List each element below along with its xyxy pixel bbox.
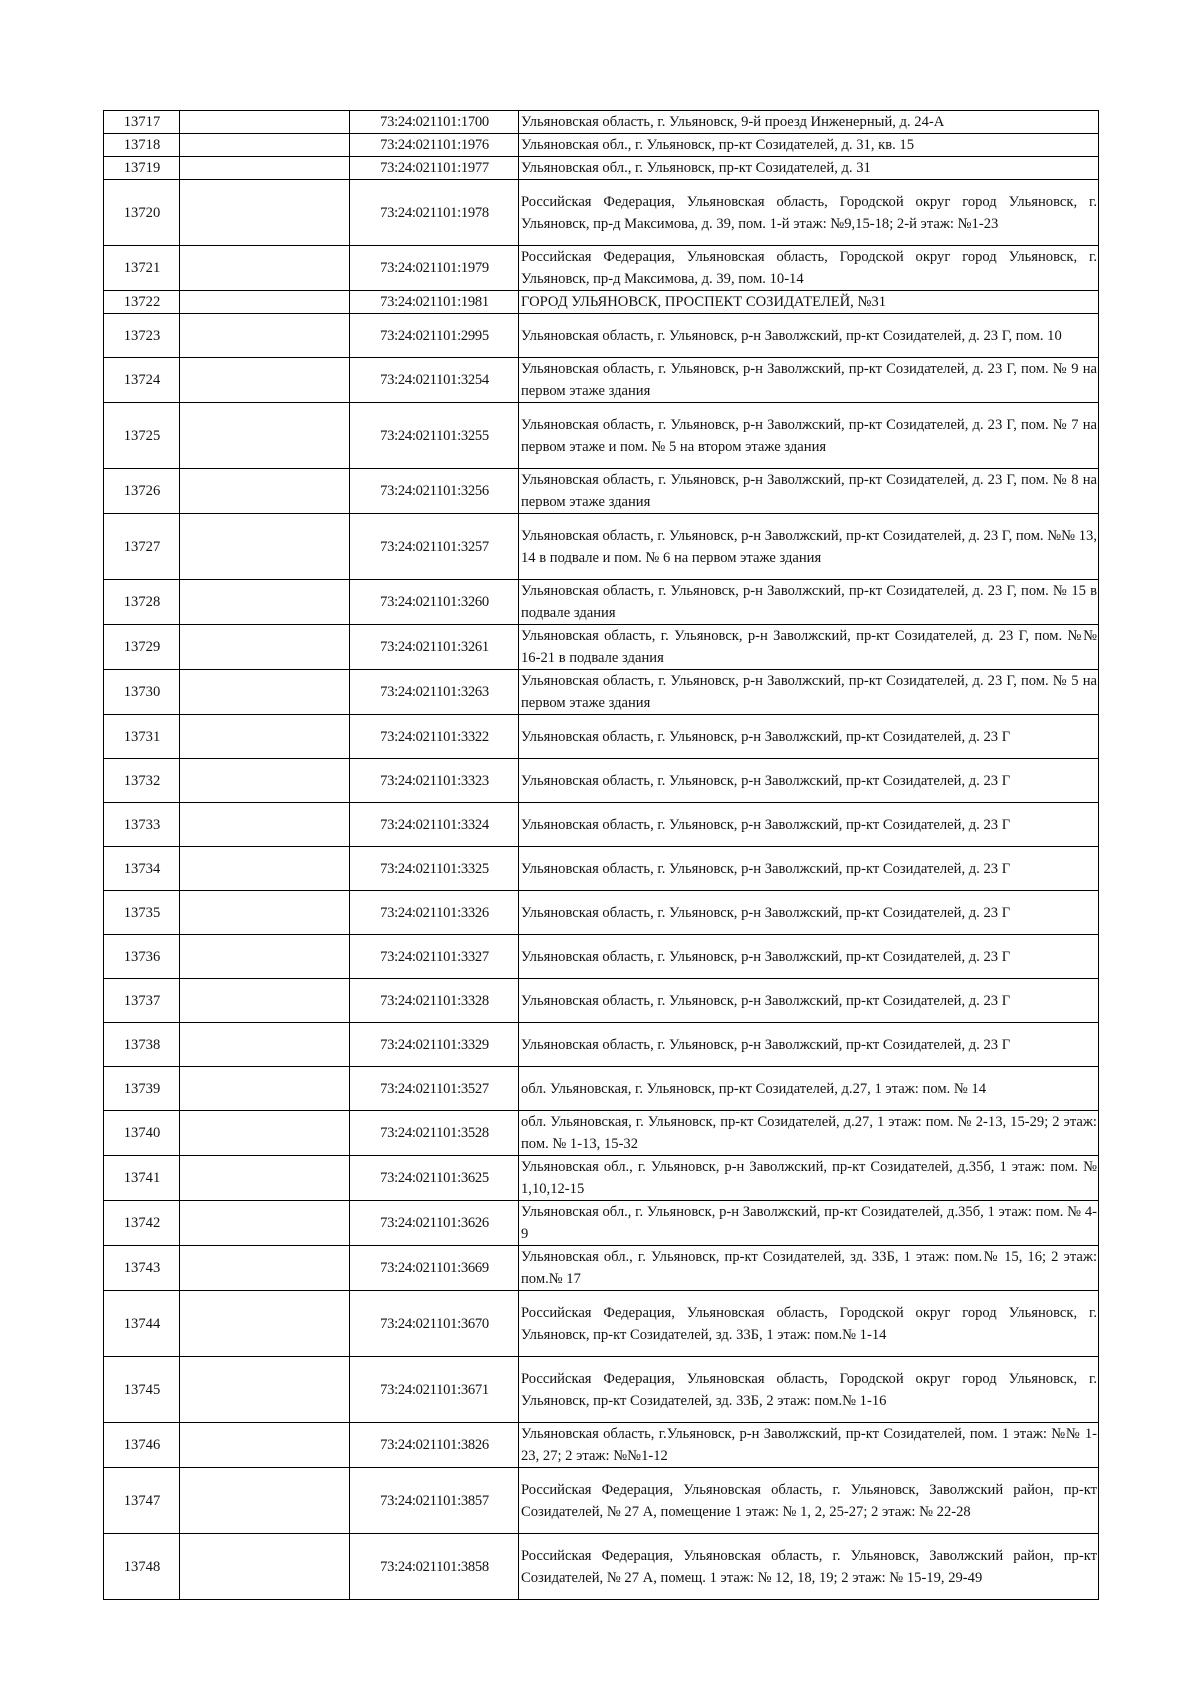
cadastral-number-cell: 73:24:021101:3327 <box>350 935 519 979</box>
row-number-cell: 13741 <box>104 1156 180 1201</box>
address-cell: Ульяновская область, г. Ульяновск, р-н Заволжский, пр-кт Созидателей, д. 23 Г <box>519 803 1099 847</box>
address-cell: Российская Федерация, Ульяновская область, г. Ульяновск, Заволжский район, пр-кт Созидателей, № 27 А, помещение 1 этаж: № 1, 2, 25-27; 2 этаж: № 22-28 <box>519 1468 1099 1534</box>
row-number-cell: 13722 <box>104 291 180 314</box>
cadastral-number-cell: 73:24:021101:1700 <box>350 111 519 134</box>
table-row <box>104 111 1099 134</box>
table-row <box>104 759 1099 803</box>
table-row <box>104 1468 1099 1534</box>
table-row <box>104 1067 1099 1111</box>
row-number-cell: 13732 <box>104 759 180 803</box>
empty-cell <box>180 1067 350 1111</box>
cadastral-number-cell: 73:24:021101:2995 <box>350 314 519 358</box>
address-cell: Российская Федерация, Ульяновская область, Городской округ город Ульяновск, г. Ульяновск, пр-д Максимова, д. 39, пом. 10-14 <box>519 246 1099 291</box>
row-number-cell: 13736 <box>104 935 180 979</box>
table-row <box>104 891 1099 935</box>
row-number-cell: 13740 <box>104 1111 180 1156</box>
address-cell: обл. Ульяновская, г. Ульяновск, пр-кт Созидателей, д.27, 1 этаж: пом. № 14 <box>519 1067 1099 1111</box>
empty-cell <box>180 1534 350 1600</box>
table-row <box>104 580 1099 625</box>
cadastral-number-cell: 73:24:021101:3858 <box>350 1534 519 1600</box>
table-row <box>104 979 1099 1023</box>
row-number-cell: 13735 <box>104 891 180 935</box>
table-row <box>104 514 1099 580</box>
address-cell: Ульяновская обл., г. Ульяновск, пр-кт Созидателей, д. 31 <box>519 157 1099 180</box>
table-row <box>104 1246 1099 1291</box>
table-row <box>104 157 1099 180</box>
table-row <box>104 1534 1099 1600</box>
address-cell: Ульяновская область, г. Ульяновск, р-н Заволжский, пр-кт Созидателей, д. 23 Г, пом. № 8 на первом этаже здания <box>519 469 1099 514</box>
row-number-cell: 13733 <box>104 803 180 847</box>
table-row <box>104 134 1099 157</box>
cadastral-number-cell: 73:24:021101:3857 <box>350 1468 519 1534</box>
cadastral-number-cell: 73:24:021101:3325 <box>350 847 519 891</box>
cadastral-number-cell: 73:24:021101:3671 <box>350 1357 519 1423</box>
registry-table-body <box>104 111 1099 1600</box>
cadastral-number-cell: 73:24:021101:3255 <box>350 403 519 469</box>
empty-cell <box>180 1246 350 1291</box>
row-number-cell: 13729 <box>104 625 180 670</box>
address-cell: Ульяновская область, г. Ульяновск, р-н Заволжский, пр-кт Созидателей, д. 23 Г, пом. № 9 на первом этаже здания <box>519 358 1099 403</box>
row-number-cell: 13734 <box>104 847 180 891</box>
address-cell: Ульяновская область, г. Ульяновск, р-н Заволжский, пр-кт Созидателей, д. 23 Г, пом. № 15 в подвале здания <box>519 580 1099 625</box>
address-cell: Ульяновская область, г. Ульяновск, р-н Заволжский, пр-кт Созидателей, д. 23 Г <box>519 891 1099 935</box>
empty-cell <box>180 1291 350 1357</box>
table-row <box>104 1111 1099 1156</box>
row-number-cell: 13723 <box>104 314 180 358</box>
row-number-cell: 13742 <box>104 1201 180 1246</box>
cadastral-number-cell: 73:24:021101:1979 <box>350 246 519 291</box>
row-number-cell: 13726 <box>104 469 180 514</box>
row-number-cell: 13720 <box>104 180 180 246</box>
empty-cell <box>180 514 350 580</box>
address-cell: Российская Федерация, Ульяновская область, г. Ульяновск, Заволжский район, пр-кт Созидателей, № 27 А, помещ. 1 этаж: № 12, 18, 19; 2 этаж: № 15-19, 29-49 <box>519 1534 1099 1600</box>
table-row <box>104 469 1099 514</box>
empty-cell <box>180 1023 350 1067</box>
empty-cell <box>180 469 350 514</box>
table-row <box>104 1156 1099 1201</box>
row-number-cell: 13731 <box>104 715 180 759</box>
empty-cell <box>180 111 350 134</box>
empty-cell <box>180 180 350 246</box>
cadastral-number-cell: 73:24:021101:1981 <box>350 291 519 314</box>
address-cell: Ульяновская область, г. Ульяновск, р-н Заволжский, пр-кт Созидателей, д. 23 Г, пом. №№ 16-21 в подвале здания <box>519 625 1099 670</box>
cadastral-number-cell: 73:24:021101:3528 <box>350 1111 519 1156</box>
empty-cell <box>180 580 350 625</box>
address-cell: Ульяновская область, г. Ульяновск, р-н Заволжский, пр-кт Созидателей, д. 23 Г, пом. № 5 на первом этаже здания <box>519 670 1099 715</box>
row-number-cell: 13746 <box>104 1423 180 1468</box>
row-number-cell: 13747 <box>104 1468 180 1534</box>
cadastral-number-cell: 73:24:021101:3322 <box>350 715 519 759</box>
empty-cell <box>180 935 350 979</box>
table-row <box>104 180 1099 246</box>
address-cell: Ульяновская область, г. Ульяновск, р-н Заволжский, пр-кт Созидателей, д. 23 Г <box>519 715 1099 759</box>
cadastral-number-cell: 73:24:021101:1976 <box>350 134 519 157</box>
cadastral-number-cell: 73:24:021101:3257 <box>350 514 519 580</box>
cadastral-number-cell: 73:24:021101:3263 <box>350 670 519 715</box>
empty-cell <box>180 891 350 935</box>
table-row <box>104 847 1099 891</box>
row-number-cell: 13717 <box>104 111 180 134</box>
row-number-cell: 13725 <box>104 403 180 469</box>
row-number-cell: 13728 <box>104 580 180 625</box>
cadastral-number-cell: 73:24:021101:3527 <box>350 1067 519 1111</box>
table-row <box>104 358 1099 403</box>
empty-cell <box>180 847 350 891</box>
table-row <box>104 1423 1099 1468</box>
table-row <box>104 1357 1099 1423</box>
table-row <box>104 314 1099 358</box>
table-row <box>104 1023 1099 1067</box>
address-cell: Ульяновская обл., г. Ульяновск, р-н Заволжский, пр-кт Созидателей, д.35б, 1 этаж: пом. № 4-9 <box>519 1201 1099 1246</box>
empty-cell <box>180 625 350 670</box>
address-cell: Ульяновская обл., г. Ульяновск, пр-кт Созидателей, зд. 33Б, 1 этаж: пом.№ 15, 16; 2 этаж: пом.№ 17 <box>519 1246 1099 1291</box>
empty-cell <box>180 670 350 715</box>
table-row <box>104 670 1099 715</box>
row-number-cell: 13744 <box>104 1291 180 1357</box>
table-row <box>104 291 1099 314</box>
cadastral-number-cell: 73:24:021101:3669 <box>350 1246 519 1291</box>
address-cell: Ульяновская область, г. Ульяновск, р-н Заволжский, пр-кт Созидателей, д. 23 Г, пом. № 7 на первом этаже и пом. № 5 на втором этаже здания <box>519 403 1099 469</box>
address-cell: Ульяновская область, г. Ульяновск, р-н Заволжский, пр-кт Созидателей, д. 23 Г <box>519 759 1099 803</box>
row-number-cell: 13748 <box>104 1534 180 1600</box>
cadastral-number-cell: 73:24:021101:3326 <box>350 891 519 935</box>
registry-table <box>103 110 1099 1600</box>
cadastral-number-cell: 73:24:021101:3260 <box>350 580 519 625</box>
address-cell: Российская Федерация, Ульяновская область, Городской округ город Ульяновск, г. Ульяновск, пр-кт Созидателей, зд. 33Б, 1 этаж: пом.№ 1-14 <box>519 1291 1099 1357</box>
table-row <box>104 1201 1099 1246</box>
row-number-cell: 13737 <box>104 979 180 1023</box>
address-cell: Российская Федерация, Ульяновская область, Городской округ город Ульяновск, г. Ульяновск, пр-д Максимова, д. 39, пом. 1-й этаж: №9,15-18; 2-й этаж: №1-23 <box>519 180 1099 246</box>
address-cell: Ульяновская область, г. Ульяновск, р-н Заволжский, пр-кт Созидателей, д. 23 Г, пом. 10 <box>519 314 1099 358</box>
row-number-cell: 13721 <box>104 246 180 291</box>
row-number-cell: 13727 <box>104 514 180 580</box>
empty-cell <box>180 803 350 847</box>
cadastral-number-cell: 73:24:021101:1978 <box>350 180 519 246</box>
table-row <box>104 715 1099 759</box>
row-number-cell: 13730 <box>104 670 180 715</box>
cadastral-number-cell: 73:24:021101:1977 <box>350 157 519 180</box>
cadastral-number-cell: 73:24:021101:3324 <box>350 803 519 847</box>
cadastral-number-cell: 73:24:021101:3670 <box>350 1291 519 1357</box>
table-row <box>104 935 1099 979</box>
cadastral-number-cell: 73:24:021101:3323 <box>350 759 519 803</box>
row-number-cell: 13718 <box>104 134 180 157</box>
empty-cell <box>180 759 350 803</box>
empty-cell <box>180 1357 350 1423</box>
address-cell: Ульяновская область, г. Ульяновск, 9-й проезд Инженерный, д. 24-А <box>519 111 1099 134</box>
empty-cell <box>180 314 350 358</box>
row-number-cell: 13743 <box>104 1246 180 1291</box>
address-cell: Ульяновская обл., г. Ульяновск, р-н Заволжский, пр-кт Созидателей, д.35б, 1 этаж: пом. № 1,10,12-15 <box>519 1156 1099 1201</box>
row-number-cell: 13738 <box>104 1023 180 1067</box>
row-number-cell: 13739 <box>104 1067 180 1111</box>
address-cell: Ульяновская область, г. Ульяновск, р-н Заволжский, пр-кт Созидателей, д. 23 Г, пом. №№ 13, 14 в подвале и пом. № 6 на первом этаже здания <box>519 514 1099 580</box>
cadastral-number-cell: 73:24:021101:3329 <box>350 1023 519 1067</box>
cadastral-number-cell: 73:24:021101:3826 <box>350 1423 519 1468</box>
address-cell: Ульяновская обл., г. Ульяновск, пр-кт Созидателей, д. 31, кв. 15 <box>519 134 1099 157</box>
empty-cell <box>180 979 350 1023</box>
row-number-cell: 13724 <box>104 358 180 403</box>
empty-cell <box>180 715 350 759</box>
address-cell: Российская Федерация, Ульяновская область, Городской округ город Ульяновск, г. Ульяновск, пр-кт Созидателей, зд. 33Б, 2 этаж: пом.№ 1-16 <box>519 1357 1099 1423</box>
cadastral-number-cell: 73:24:021101:3625 <box>350 1156 519 1201</box>
table-row <box>104 1291 1099 1357</box>
cadastral-number-cell: 73:24:021101:3254 <box>350 358 519 403</box>
address-cell: Ульяновская область, г. Ульяновск, р-н Заволжский, пр-кт Созидателей, д. 23 Г <box>519 935 1099 979</box>
address-cell: Ульяновская область, г.Ульяновск, р-н Заволжский, пр-кт Созидателей, пом. 1 этаж: №№ 1-23, 27; 2 этаж: №№1-12 <box>519 1423 1099 1468</box>
empty-cell <box>180 358 350 403</box>
address-cell: Ульяновская область, г. Ульяновск, р-н Заволжский, пр-кт Созидателей, д. 23 Г <box>519 847 1099 891</box>
cadastral-number-cell: 73:24:021101:3261 <box>350 625 519 670</box>
cadastral-number-cell: 73:24:021101:3626 <box>350 1201 519 1246</box>
empty-cell <box>180 246 350 291</box>
address-cell: ГОРОД УЛЬЯНОВСК, ПРОСПЕКТ СОЗИДАТЕЛЕЙ, №31 <box>519 291 1099 314</box>
cadastral-number-cell: 73:24:021101:3256 <box>350 469 519 514</box>
empty-cell <box>180 134 350 157</box>
empty-cell <box>180 403 350 469</box>
row-number-cell: 13745 <box>104 1357 180 1423</box>
empty-cell <box>180 157 350 180</box>
cadastral-number-cell: 73:24:021101:3328 <box>350 979 519 1023</box>
empty-cell <box>180 1201 350 1246</box>
table-row <box>104 403 1099 469</box>
empty-cell <box>180 1156 350 1201</box>
empty-cell <box>180 291 350 314</box>
address-cell: Ульяновская область, г. Ульяновск, р-н Заволжский, пр-кт Созидателей, д. 23 Г <box>519 979 1099 1023</box>
table-row <box>104 246 1099 291</box>
table-row <box>104 803 1099 847</box>
empty-cell <box>180 1111 350 1156</box>
address-cell: Ульяновская область, г. Ульяновск, р-н Заволжский, пр-кт Созидателей, д. 23 Г <box>519 1023 1099 1067</box>
empty-cell <box>180 1423 350 1468</box>
address-cell: обл. Ульяновская, г. Ульяновск, пр-кт Созидателей, д.27, 1 этаж: пом. № 2-13, 15-29; 2 этаж: пом. № 1-13, 15-32 <box>519 1111 1099 1156</box>
empty-cell <box>180 1468 350 1534</box>
table-row <box>104 625 1099 670</box>
row-number-cell: 13719 <box>104 157 180 180</box>
